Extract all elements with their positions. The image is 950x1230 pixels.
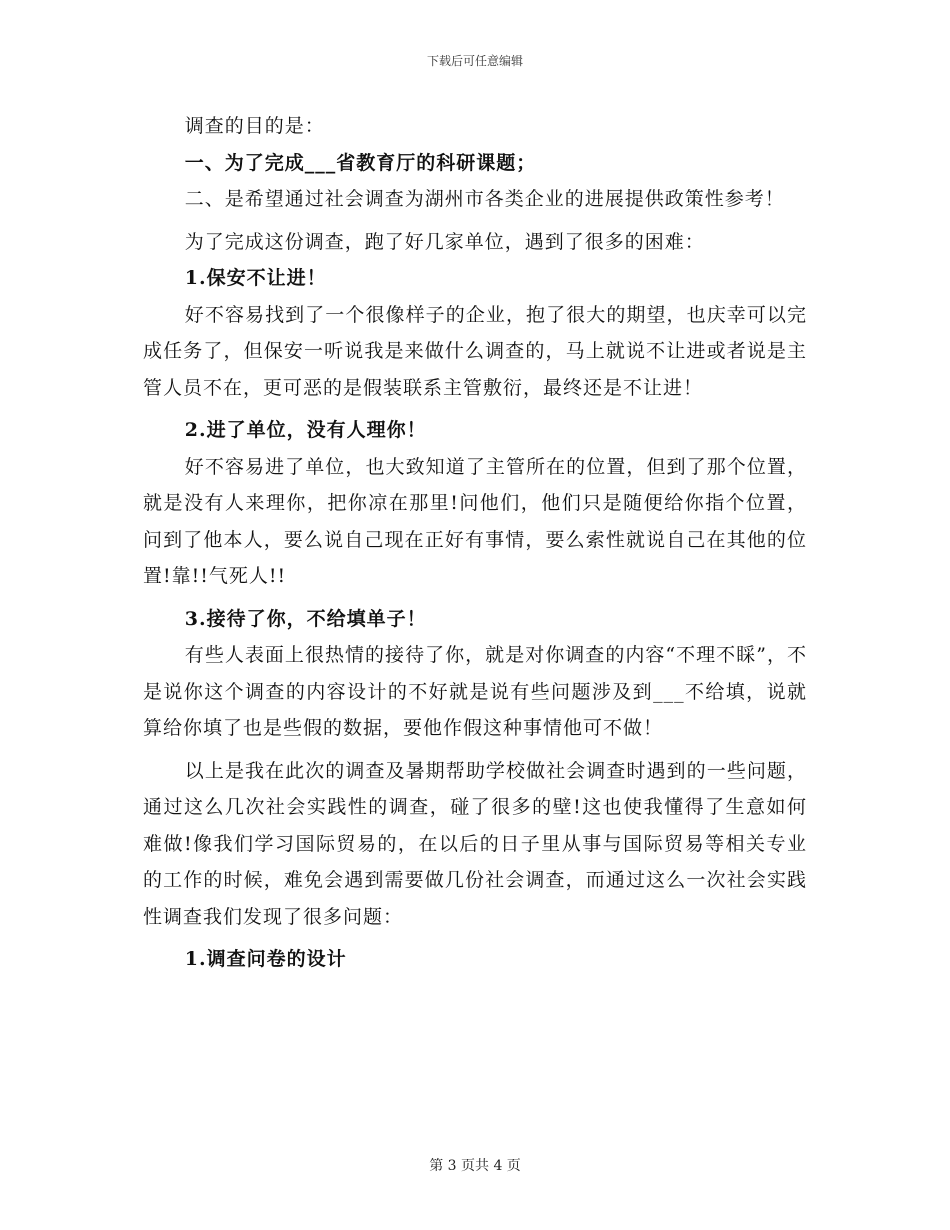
paragraph-no-form: 有些人表面上很热情的接待了你，就是对你调查的内容“不理不睬”，不是说你这个调查的内容设计的不好就是说有些问题涉及到___不给填，说就算给你填了也是些假的数据，要他作假这种事情他可不做！ — [143, 644, 807, 739]
paragraph-ignored: 好不容易进了单位，也大致知道了主管所在的位置，但到了那个位置，就是没有人来理你，把你凉在那里!问他们，他们只是随便给你指个位置，问到了他本人，要么说自己现在正好有事情，要么索性就说自己在其他的位置!靠!!气死人!! — [143, 455, 807, 587]
heading-questionnaire-design: 1.调查问卷的设计 — [184, 948, 347, 970]
page-footer: 第 3 页共 4 页 — [429, 1158, 521, 1174]
paragraph-summary: 以上是我在此次的调查及暑期帮助学校做社会调查时遇到的一些问题，通过这么几次社会实践性的调查，碰了很多的壁!这也使我懂得了生意如何难做!像我们学习国际贸易的，在以后的日子里从事与国际贸易等相关专业的工作的时候，难免会遇到需要做几份社会调查，而通过这么一次社会实践性调查我们发现了很多问题： — [143, 759, 807, 928]
heading-security-guard: 1.保安不让进！ — [184, 267, 327, 289]
paragraph-security-guard: 好不容易找到了一个很像样子的企业，抱了很大的期望，也庆幸可以完成任务了，但保安一听说我是来做什么调查的，马上就说不让进或者说是主管人员不在，更可恶的是假装联系主管敷衍，最终还是不让进！ — [143, 303, 807, 399]
paragraph-purpose-one: 一、为了完成___省教育厅的科研课题； — [184, 151, 537, 174]
heading-ignored: 2.进了单位，没有人理你！ — [184, 419, 427, 441]
document-body — [143, 108, 807, 978]
paragraph-difficulties-intro: 为了完成这份调查，跑了好几家单位，遇到了很多的困难： — [184, 230, 705, 253]
heading-no-form: 3.接待了你，不给填单子！ — [184, 607, 427, 630]
page-header: 下载后可任意编辑 — [426, 54, 523, 68]
paragraph-purpose-two: 二、是希望通过社会调查为湖州市各类企业的进展提供政策性参考！ — [184, 188, 785, 210]
paragraph-purpose-intro: 调查的目的是： — [184, 115, 325, 137]
